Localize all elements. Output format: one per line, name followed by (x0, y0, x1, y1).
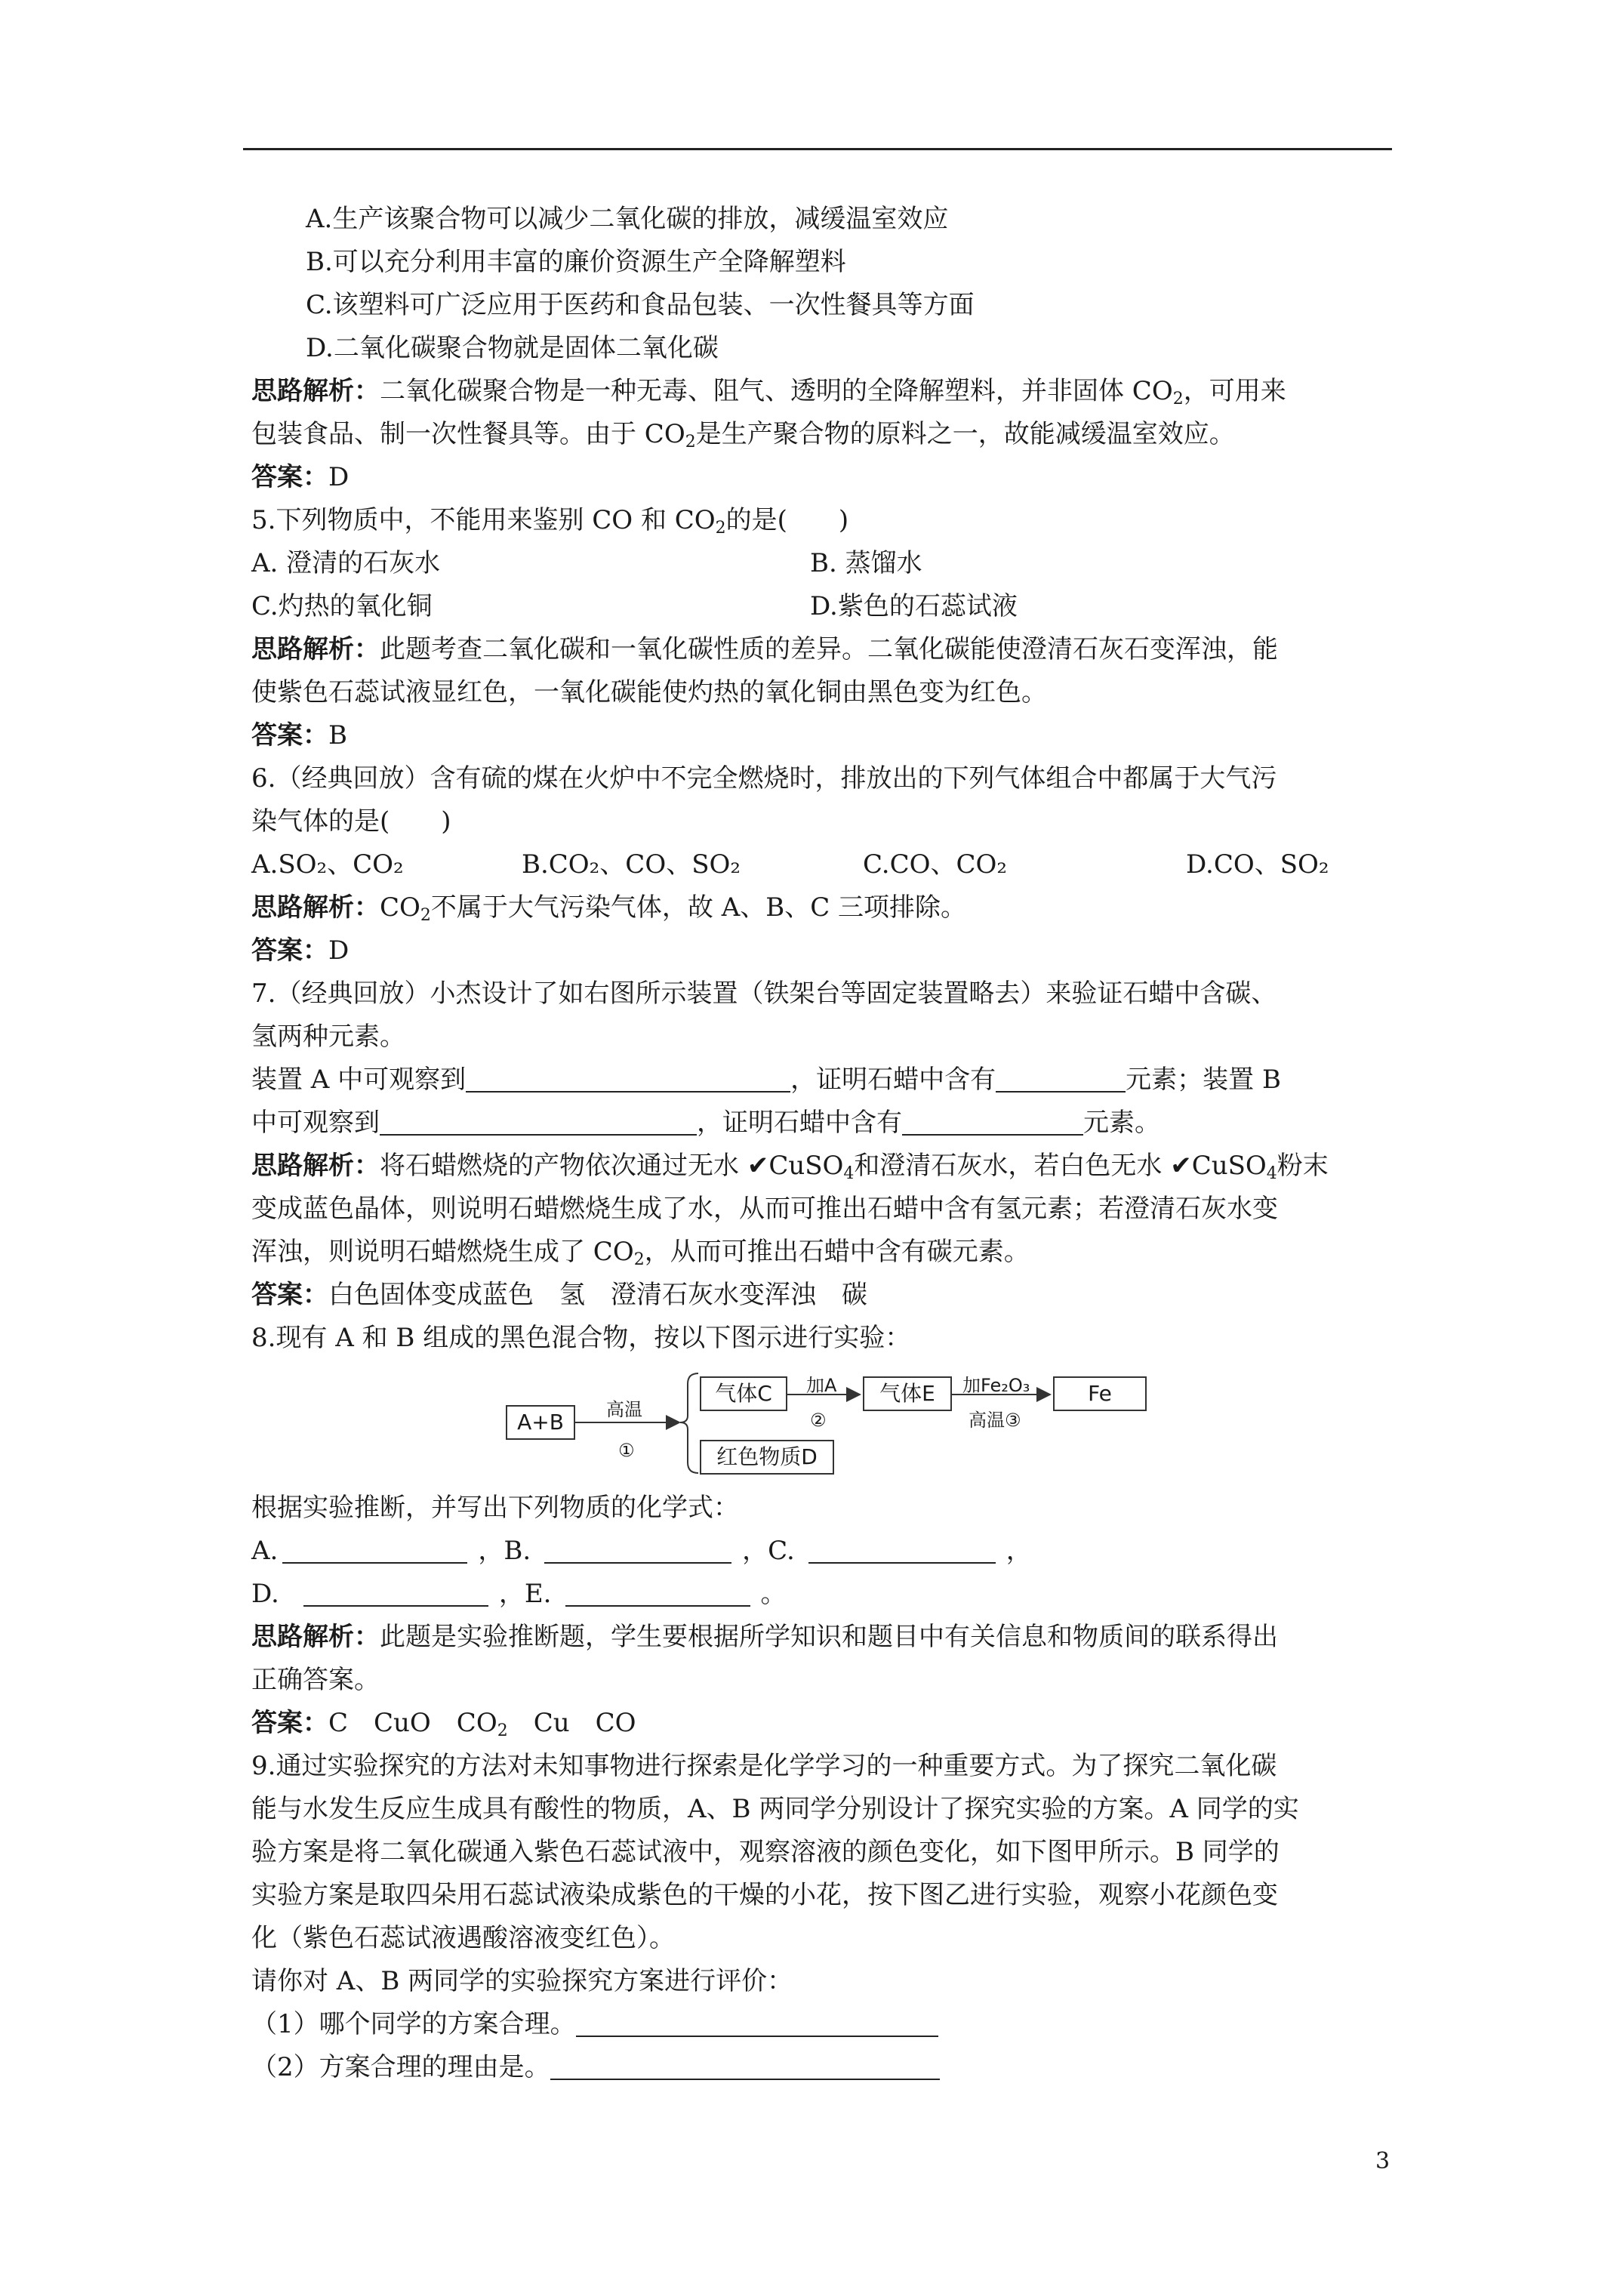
q5-options-row-1 (251, 542, 1384, 585)
box-gas-c: 气体C (700, 1376, 787, 1411)
check-mark-icon: ✔ (1170, 1151, 1192, 1181)
box-red-substance-d: 红色物质D (700, 1440, 834, 1475)
q6-analysis: 思路解析：$CO_2$不属于大气污染气体，故 A、B、C 三项排除。 (251, 892, 967, 925)
answer-label: 答案： (251, 462, 328, 492)
q8-blank-b[interactable] (544, 1532, 731, 1564)
q8-stem: 8.现有 A 和 B 组成的黑色混合物，按以下图示进行实验： (251, 1323, 911, 1353)
q9-stem-line-1: 9.通过实验探究的方法对未知事物进行探索是化学学习的一种重要方式。为了探究二氧化碳 (251, 1751, 1277, 1781)
q5-option-c: C.灼热的氧化铜 (251, 591, 433, 621)
box-a-plus-b: A+B (506, 1405, 575, 1440)
answer-label: 答案： (251, 1280, 328, 1310)
q9-prompt: 请你对 A、B 两同学的实验探究方案进行评价： (251, 1966, 793, 1996)
q5-option-d: D.紫色的石蕊试液 (810, 591, 1018, 621)
page-content (251, 198, 1384, 2089)
q6-stem-line-2: 染气体的是( ) (251, 806, 451, 837)
q9-blank-1[interactable] (576, 2005, 938, 2037)
q5-analysis-line-1: 思路解析：此题考查二氧化碳和一氧化碳性质的差异。二氧化碳能使澄清石灰石变浑浊，能 (251, 634, 1278, 664)
q9-stem-line-2: 能与水发生反应生成具有酸性的物质，A、B 两同学分别设计了探究实验的方案。A 同学的实 (251, 1794, 1299, 1824)
q4-analysis-line-2: 包装食品、制一次性餐具等。由于 $CO_2$是生产聚合物的原料之一，故能减缓温室效应。 (251, 419, 1235, 451)
q5-stem: 5.下列物质中，不能用来鉴别 CO 和 $CO_2$的是( ) (251, 505, 849, 538)
check-mark-icon: ✔ (747, 1151, 769, 1181)
q5-answer: 答案：B (251, 720, 347, 750)
header-rule (243, 148, 1392, 150)
answer-label: 答案： (251, 935, 328, 966)
answer-label: 答案： (251, 720, 328, 750)
q4-option-b: B.可以充分利用丰富的廉价资源生产全降解塑料 (306, 247, 846, 277)
q5-option-b: B. 蒸馏水 (810, 548, 922, 578)
analysis-label: 思路解析： (251, 634, 380, 664)
analysis-label: 思路解析： (251, 376, 380, 406)
q8-blank-e[interactable] (565, 1575, 750, 1607)
q7-blank-element-a[interactable] (996, 1061, 1126, 1093)
q9-stem-line-4: 实验方案是取四朵用石蕊试液染成紫色的干燥的小花，按下图乙进行实验，观察小花颜色变 (251, 1880, 1278, 1910)
q4-analysis-line-1: 思路解析：二氧化碳聚合物是一种无毒、阻气、透明的全降解塑料，并非固体 $CO_2$，可用来 (251, 376, 1286, 408)
q8-flow-diagram (251, 1366, 1384, 1479)
q6-answer: 答案：D (251, 935, 350, 966)
q8-answer: 答案：C CuO $CO_2$ Cu CO (251, 1708, 636, 1740)
q7-fill-line-1: 装置 A 中可观察到 ，证明石蜡中含有 元素；装置 B (251, 1059, 1384, 1102)
arrow1-bottom-label: ① (618, 1440, 635, 1461)
arrow3-bottom-label: 高温③ (969, 1410, 1021, 1431)
q8-blank-d[interactable] (303, 1575, 488, 1607)
q6-option-b: B.CO₂、CO、SO₂ (522, 849, 741, 880)
q4-option-c: C.该塑料可广泛应用于医药和食品包装、一次性餐具等方面 (306, 290, 975, 320)
answer-label: 答案： (251, 1708, 328, 1738)
q6-option-d: D.CO、SO₂ (1186, 849, 1329, 880)
q5-analysis-line-2: 使紫色石蕊试液显红色，一氧化碳能使灼热的氧化铜由黑色变为红色。 (251, 677, 1047, 707)
q7-blank-observation-b[interactable] (380, 1104, 697, 1136)
q9-sub-question-2: （2）方案合理的理由是。 (251, 2046, 1384, 2089)
q9-stem-line-5: 化（紫色石蕊试液遇酸溶液变红色）。 (251, 1923, 675, 1953)
q6-option-a: A.SO₂、CO₂ (251, 849, 404, 880)
q8-fill-line-2: D. ，E. 。 (251, 1573, 1384, 1616)
q7-stem-line-1: 7.（经典回放）小杰设计了如右图所示装置（铁架台等固定装置略去）来验证石蜡中含碳、 (251, 978, 1277, 1009)
arrow3-top-label: 加Fe₂O₃ (962, 1375, 1030, 1396)
analysis-label: 思路解析： (251, 1622, 380, 1652)
q6-option-c: C.CO、CO₂ (863, 849, 1008, 880)
page-number: 3 (1375, 2148, 1390, 2174)
q6-options-row (251, 843, 1384, 886)
q8-blank-c[interactable] (808, 1532, 996, 1564)
q7-stem-line-2: 氢两种元素。 (251, 1022, 405, 1052)
q4-option-d: D.二氧化碳聚合物就是固体二氧化碳 (306, 333, 719, 363)
arrow2-top-label: 加A (806, 1375, 837, 1396)
q7-answer: 答案：白色固体变成蓝色 氢 澄清石灰水变浑浊 碳 (251, 1280, 867, 1310)
q7-blank-element-b[interactable] (902, 1104, 1083, 1136)
q4-option-a: A.生产该聚合物可以减少二氧化碳的排放，减缓温室效应 (306, 204, 949, 234)
q5-option-a: A. 澄清的石灰水 (251, 548, 441, 578)
arrow1-top-label: 高温 (606, 1399, 642, 1420)
q7-analysis-line-2: 变成蓝色晶体，则说明石蜡燃烧生成了水，从而可推出石蜡中含有氢元素；若澄清石灰水变 (251, 1194, 1278, 1224)
q7-analysis-line-1: 思路解析：将石蜡燃烧的产物依次通过无水 ✔CuSO$_4$和澄清石灰水，若白色无水 ✔CuSO$_4$粉末 (251, 1151, 1329, 1183)
analysis-label: 思路解析： (251, 892, 380, 923)
box-fe: Fe (1053, 1376, 1147, 1411)
analysis-label: 思路解析： (251, 1151, 380, 1181)
q7-analysis-line-3: 浑浊，则说明石蜡燃烧生成了 $CO_2$，从而可推出石蜡中含有碳元素。 (251, 1237, 1030, 1269)
q8-analysis-line-1: 思路解析：此题是实验推断题，学生要根据所学知识和题目中有关信息和物质间的联系得出 (251, 1622, 1278, 1652)
q9-sub-question-1: （1）哪个同学的方案合理。 (251, 2003, 1384, 2046)
q9-blank-2[interactable] (550, 2048, 940, 2080)
q4-answer: 答案：D (251, 462, 350, 492)
q9-stem-line-3: 验方案是将二氧化碳通入紫色石蕊试液中，观察溶液的颜色变化，如下图甲所示。B 同学的 (251, 1837, 1280, 1867)
q8-prompt: 根据实验推断，并写出下列物质的化学式： (251, 1493, 739, 1523)
q7-blank-observation-a[interactable] (466, 1061, 790, 1093)
q6-stem-line-1: 6.（经典回放）含有硫的煤在火炉中不完全燃烧时，排放出的下列气体组合中都属于大气污 (251, 763, 1277, 794)
q5-options-row-2 (251, 585, 1384, 628)
q8-analysis-line-2: 正确答案。 (251, 1665, 380, 1695)
arrow2-bottom-label: ② (810, 1410, 827, 1431)
box-gas-e: 气体E (863, 1376, 952, 1411)
q7-fill-line-2: 中可观察到 ，证明石蜡中含有 元素。 (251, 1102, 1384, 1145)
q8-blank-a[interactable] (282, 1532, 467, 1564)
q8-fill-line-1: A. ，B. ，C. ， (251, 1530, 1384, 1573)
